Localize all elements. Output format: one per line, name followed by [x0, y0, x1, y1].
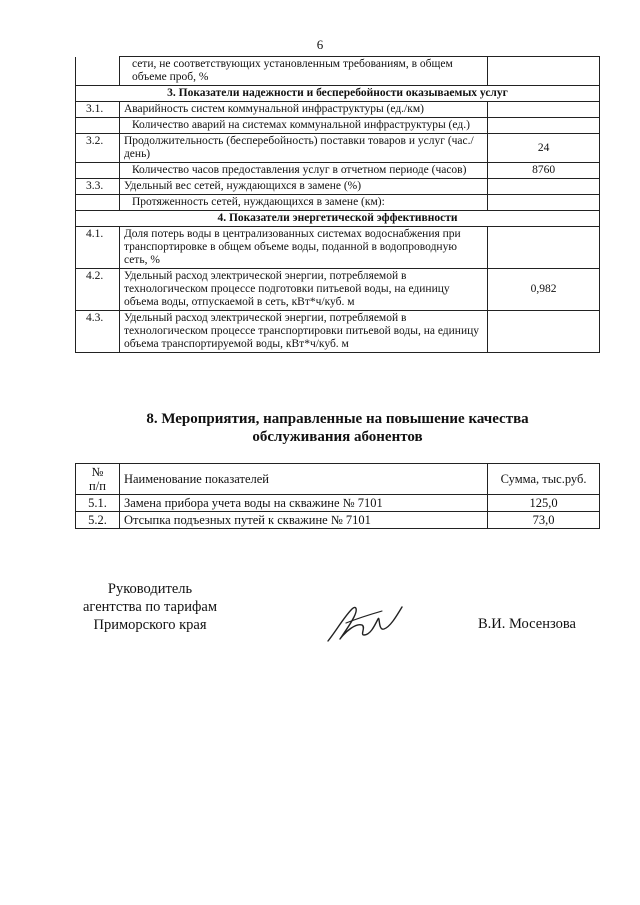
signer-title-line: Приморского края: [93, 617, 207, 633]
row-number: 3.3.: [76, 179, 120, 195]
section-8-heading: [75, 410, 600, 446]
signer-title-line: Руководитель: [107, 581, 193, 597]
row-text: Продолжительность (бесперебойность) поставки товаров и услуг (час./день): [119, 134, 487, 163]
row-number: [76, 195, 120, 211]
table-row: [76, 495, 600, 512]
table-row: [76, 195, 600, 211]
row-name: Отсыпка подъезных путей к скважине № 7101: [119, 512, 487, 529]
section-title: 3. Показатели надежности и бесперебойности оказываемых услуг: [76, 86, 600, 102]
table-row: [76, 57, 600, 86]
table-row: [76, 134, 600, 163]
column-header-name: Наименование показателей: [119, 464, 487, 495]
table-header-row: [76, 464, 600, 495]
indicators-table: [75, 56, 600, 353]
row-text: Удельный расход электрической энергии, потребляемой в технологическом процессе подготовки питьевой воды, на единицу объема воды, отпускаемой в сеть, кВт*ч/куб. м: [119, 269, 487, 311]
row-value: 24: [488, 134, 600, 163]
row-text: Удельный вес сетей, нуждающихся в замене (%): [119, 179, 487, 195]
row-number: 4.2.: [76, 269, 120, 311]
table-row: [76, 163, 600, 179]
row-value: [488, 118, 600, 134]
header-text: №: [91, 465, 104, 479]
row-text: Протяженность сетей, нуждающихся в замене (км):: [119, 195, 487, 211]
row-number: [76, 57, 120, 86]
header-text: п/п: [89, 479, 106, 493]
handwritten-signature: [322, 597, 404, 645]
row-value: 8760: [488, 163, 600, 179]
signer-title: [75, 580, 225, 634]
row-value: [488, 179, 600, 195]
row-value: [488, 102, 600, 118]
row-text: Количество аварий на системах коммунальной инфраструктуры (ед.): [119, 118, 487, 134]
row-text: Количество часов предоставления услуг в отчетном периоде (часов): [119, 163, 487, 179]
row-value: [488, 57, 600, 86]
row-number: [76, 163, 120, 179]
section-row: [76, 86, 600, 102]
row-name: Замена прибора учета воды на скважине № 7101: [119, 495, 487, 512]
row-number: 4.1.: [76, 227, 120, 269]
row-number: 4.3.: [76, 311, 120, 353]
heading-line: обслуживания абонентов: [252, 429, 423, 445]
row-number: 3.1.: [76, 102, 120, 118]
page-number: 6: [316, 37, 324, 52]
section-row: [76, 211, 600, 227]
row-text: Удельный расход электрической энергии, потребляемой в технологическом процессе транспортировки питьевой воды, на единицу объема транспортируемой воды, кВт*ч/куб. м: [119, 311, 487, 353]
row-value: [488, 195, 600, 211]
column-header-sum: Сумма, тыс.руб.: [488, 464, 600, 495]
table-row: [76, 227, 600, 269]
row-value: 0,982: [488, 269, 600, 311]
table-row: [76, 512, 600, 529]
table-row: [76, 118, 600, 134]
measures-table: [75, 463, 600, 529]
table-row: [76, 102, 600, 118]
row-number: [76, 118, 120, 134]
row-sum: 73,0: [488, 512, 600, 529]
row-value: [488, 227, 600, 269]
row-sum: 125,0: [488, 495, 600, 512]
signer-name: В.И. Мосензова: [478, 616, 576, 632]
table-row: [76, 311, 600, 353]
signer-title-line: агентства по тарифам: [83, 599, 217, 615]
row-text: Доля потерь воды в централизованных системах водоснабжения при транспортировке в общем объеме воды, поданной в водопроводную сеть, %: [119, 227, 487, 269]
row-number: 5.1.: [76, 495, 120, 512]
row-number: 5.2.: [76, 512, 120, 529]
row-value: [488, 311, 600, 353]
row-number: 3.2.: [76, 134, 120, 163]
column-header-number: [76, 464, 120, 495]
table-row: [76, 179, 600, 195]
heading-line: 8. Мероприятия, направленные на повышение качества: [146, 411, 529, 427]
table-row: [76, 269, 600, 311]
row-text: Аварийность систем коммунальной инфраструктуры (ед./км): [119, 102, 487, 118]
section-title: 4. Показатели энергетической эффективности: [76, 211, 600, 227]
row-text: сети, не соответствующих установленным требованиям, в общем объеме проб, %: [119, 57, 487, 86]
